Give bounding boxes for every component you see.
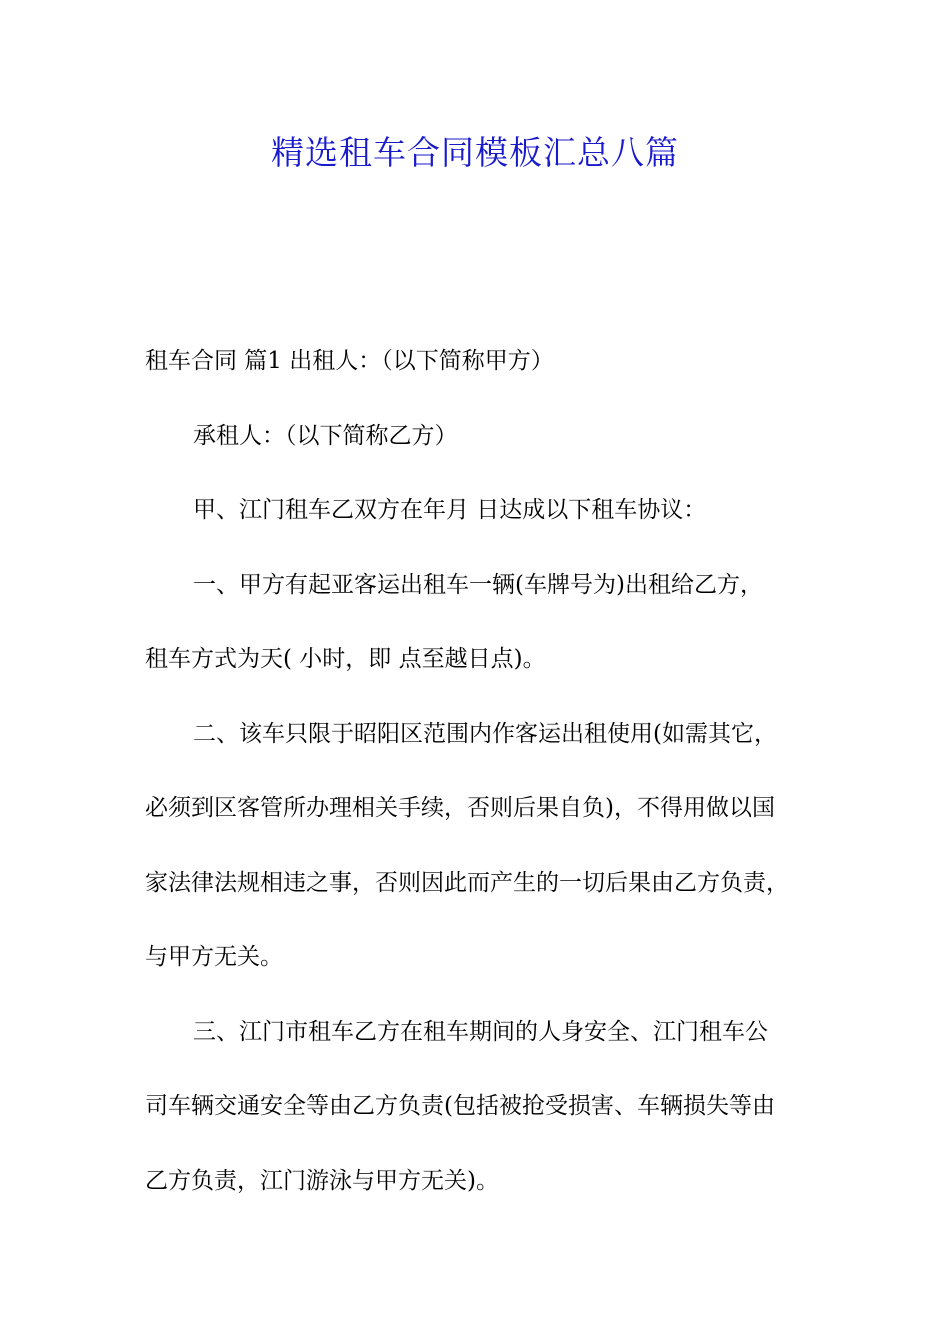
paragraph-line: 甲、江门租车乙双方在年月 日达成以下租车协议： [193, 497, 707, 523]
paragraph-line: 二、该车只限于昭阳区范围内作客运出租使用(如需其它， [193, 720, 777, 747]
paragraph-line: 一、甲方有起亚客运出租车一辆(车牌号为)出租给乙方， [193, 571, 763, 598]
paragraph-line: 租车方式为天( 小时，即 点至越日点)。 [145, 646, 546, 672]
paragraph-line: 必须到区客管所办理相关手续，否则后果自负)，不得用做以国 [145, 795, 775, 821]
document-title: 精选租车合同模板汇总八篇 [271, 133, 679, 172]
paragraph-line: 家法律法规相违之事，否则因此而产生的一切后果由乙方负责， [145, 869, 789, 896]
paragraph-line: 承租人：（以下简称乙方） [193, 422, 458, 449]
paragraph-line: 乙方负责，江门游泳与甲方无关)。 [145, 1167, 499, 1194]
paragraph-line: 三、江门市租车乙方在租车期间的人身安全、江门租车公 [193, 1018, 768, 1045]
document-body [145, 333, 835, 1227]
paragraph-line: 与甲方无关。 [145, 944, 283, 970]
paragraph-line: 租车合同 篇1 出租人：（以下简称甲方） [145, 348, 554, 374]
paragraph-line: 司车辆交通安全等由乙方负责(包括被抢受损害、车辆损失等由 [145, 1093, 775, 1119]
